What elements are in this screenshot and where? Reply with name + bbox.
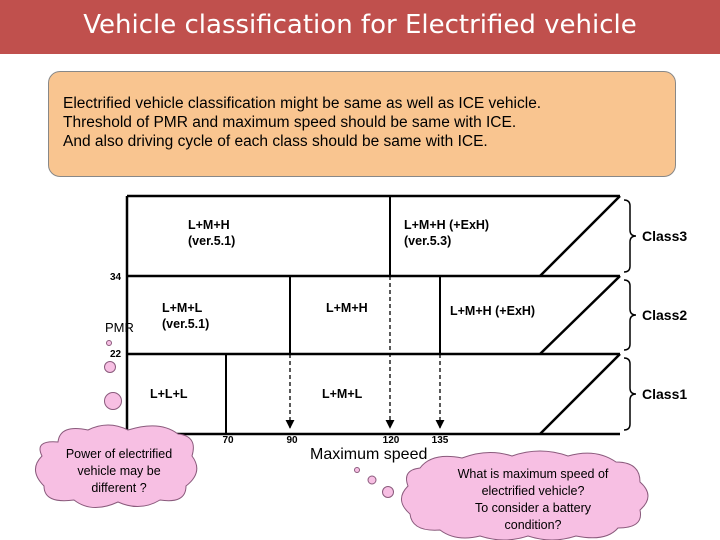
right-cloud-text	[428, 466, 638, 534]
class3-left-line1: L+M+H	[188, 218, 230, 232]
class2-label: Class2	[642, 307, 688, 323]
left-cloud-line1: Power of electrified	[65, 447, 173, 461]
class1-a: L+L+L	[150, 387, 188, 401]
class2-a-line2: (ver.5.1)	[162, 317, 210, 331]
max-speed-axis-label: Maximum speed	[310, 446, 428, 463]
speed-dashed-lines	[290, 276, 440, 428]
left-cloud-line2: vehicle may be	[77, 464, 161, 478]
pmr-tick-22: 22	[110, 349, 122, 360]
class-braces	[624, 200, 636, 430]
note-line-2: Threshold of PMR and maximum speed should be same with ICE.	[63, 114, 517, 131]
class2-a-line1: L+M+L	[162, 301, 203, 315]
class3-right-line2: (ver.5.3)	[404, 234, 452, 248]
left-cloud-line3: different ?	[91, 481, 147, 495]
pmr-axis-label: PMR	[105, 320, 134, 335]
right-cloud-line1: What is maximum speed of	[457, 467, 609, 481]
speed-tick-70: 70	[222, 435, 234, 446]
right-cloud-line2: electrified vehicle?	[481, 484, 585, 498]
page-title: Vehicle classification for Electrified vehicle	[83, 10, 637, 40]
class2-b: L+M+H	[326, 301, 368, 315]
right-cloud-line4: condition?	[504, 518, 562, 532]
class3-left-line2: (ver.5.1)	[188, 234, 236, 248]
note-line-3: And also driving cycle of each class should be same with ICE.	[63, 133, 488, 150]
note-line-1: Electrified vehicle classification might be same as well as ICE vehicle.	[63, 95, 542, 112]
class3-right-line1: L+M+H (+ExH)	[404, 218, 490, 232]
class2-c: L+M+H (+ExH)	[450, 304, 536, 318]
class3-label: Class3	[642, 228, 688, 244]
speed-tick-135: 135	[431, 435, 449, 446]
speed-tick-90: 90	[286, 435, 298, 446]
class1-label: Class1	[642, 386, 688, 402]
left-cloud-text	[46, 446, 192, 497]
class1-b: L+M+L	[322, 387, 363, 401]
right-cloud-line3: To consider a battery	[474, 501, 592, 515]
speed-tick-120: 120	[382, 435, 400, 446]
pmr-tick-34: 34	[110, 272, 122, 283]
